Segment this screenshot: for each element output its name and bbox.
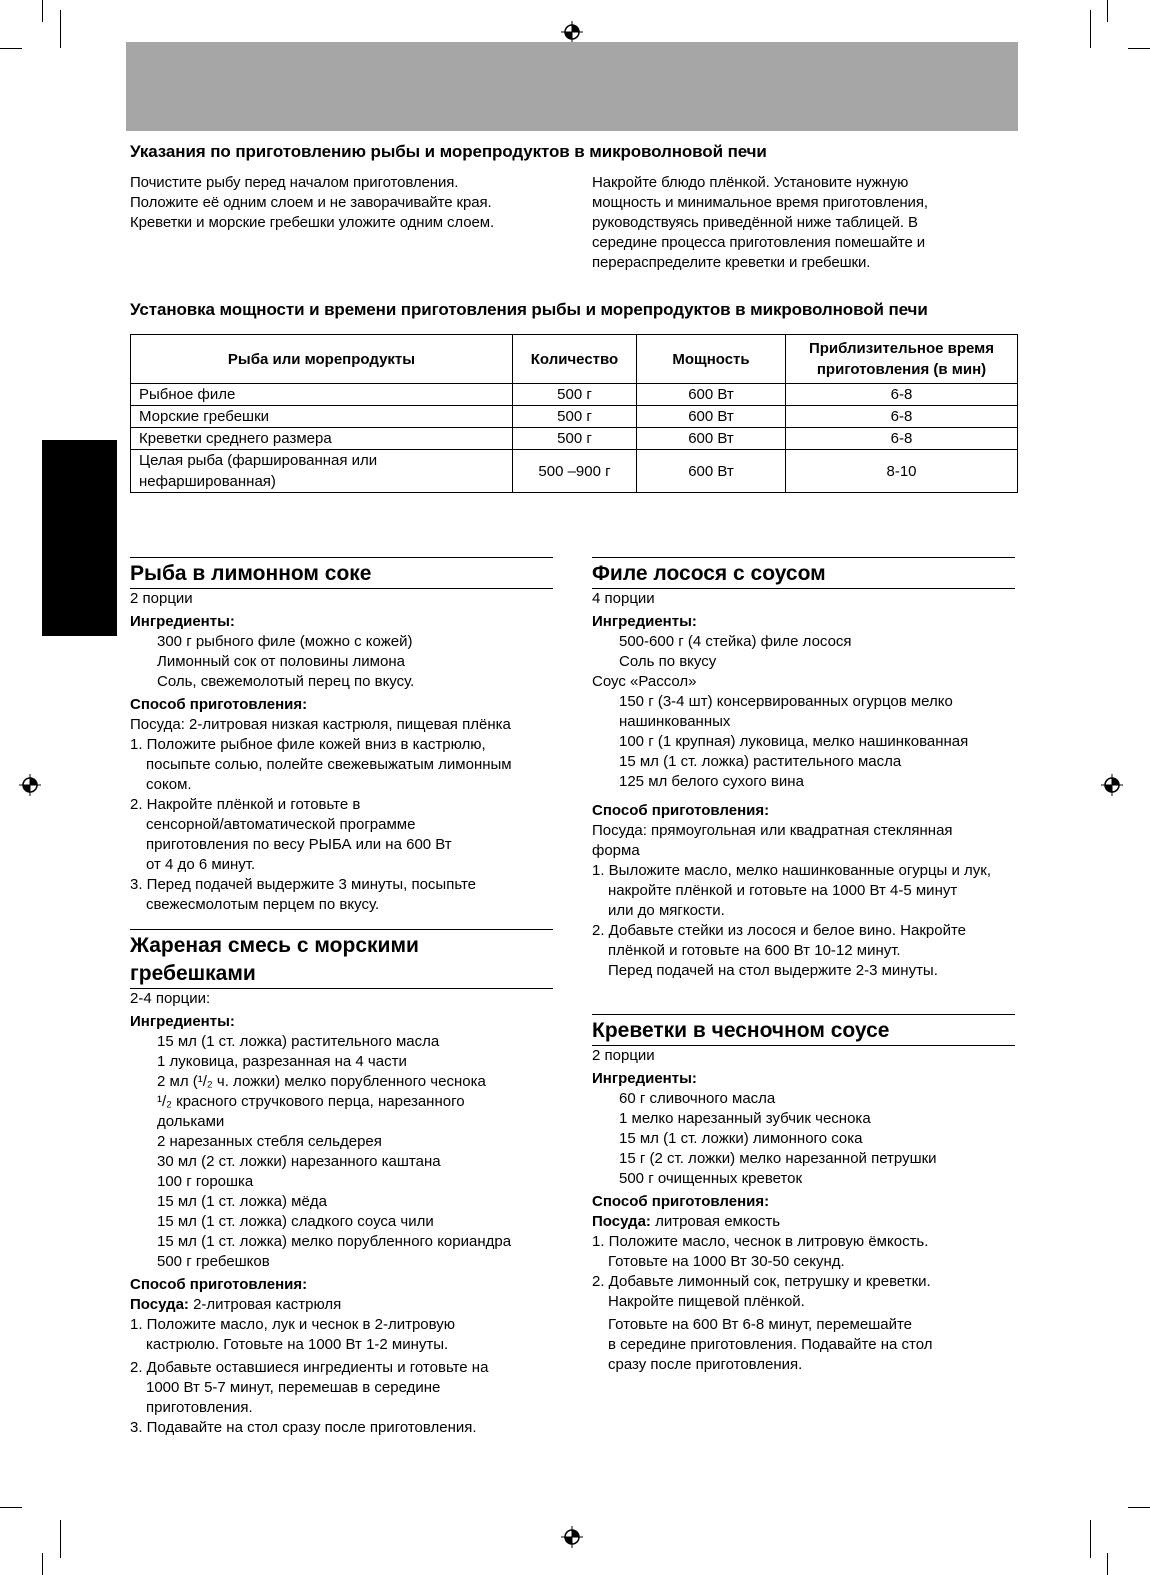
recipe-title: Креветки в чесночном соусе <box>592 1015 1015 1046</box>
text-line: кастрюлю. Готовьте на 1000 Вт 1-2 минуты. <box>146 1336 449 1353</box>
ingredient-line: дольками <box>157 1113 225 1130</box>
text-line: 2. Добавьте лимонный сок, петрушку и креветки. <box>592 1273 931 1290</box>
recipe-salmon-sauce <box>592 557 1015 981</box>
crop-mark <box>60 10 61 48</box>
registration-mark-icon <box>561 21 583 43</box>
text-line: Креветки и морские гребешки уложите одним слоем. <box>130 214 495 231</box>
label-value: 2-литровая кастрюля <box>188 1296 342 1313</box>
text-line: Накройте пищевой плёнкой. <box>608 1293 805 1310</box>
section-heading: Ингредиенты: <box>592 613 697 630</box>
section-heading: Ингредиенты: <box>130 1013 235 1030</box>
table-header-row <box>131 335 1018 384</box>
recipe-body <box>130 989 553 1438</box>
power-cell: 600 Вт <box>637 450 786 493</box>
text-line: приготовления. <box>146 1399 253 1416</box>
item-cell: Креветки среднего размера <box>131 428 513 450</box>
item-cell: Рыбное филе <box>131 384 513 406</box>
guide-left-text <box>130 173 494 233</box>
ingredient-line: 60 г сливочного масла <box>619 1090 776 1107</box>
text-line: 2 порции <box>592 1047 655 1064</box>
ingredient-line: 15 мл (1 ст. ложка) растительного масла <box>619 753 902 770</box>
text-line: Перед подачей на стол выдержите 2-3 минуты. <box>608 962 938 979</box>
text-line: 2. Накройте плёнкой и готовьте в <box>130 796 361 813</box>
text-line: 2-4 порции: <box>130 990 211 1007</box>
item-cell: Целая рыба (фаршированная или нефаршированная) <box>131 450 513 493</box>
section-heading: Способ приготовления: <box>130 1276 308 1293</box>
ingredient-line: 125 мл белого сухого вина <box>619 773 804 790</box>
ingredient-line: 15 мл (1 ст. ложка) сладкого соуса чили <box>157 1213 434 1230</box>
crop-mark <box>60 1520 61 1558</box>
column-header: Рыба или морепродукты <box>131 335 513 384</box>
label-bold: Посуда: <box>130 1296 189 1313</box>
ingredient-line: 1 луковица, разрезанная на 4 части <box>157 1053 407 1070</box>
text-line: 4 порции <box>592 590 655 607</box>
text-line: 2. Добавьте оставшиеся ингредиенты и готовьте на <box>130 1359 489 1376</box>
recipe-title: Рыба в лимонном соке <box>130 558 553 589</box>
column-header: Количество <box>513 335 637 384</box>
section-heading: Ингредиенты: <box>592 1070 697 1087</box>
text-line: Готовьте на 1000 Вт 30-50 секунд. <box>608 1253 845 1270</box>
crop-mark <box>1107 1553 1108 1575</box>
section-heading: Способ приготовления: <box>592 1193 770 1210</box>
text-line: соком. <box>146 776 192 793</box>
ingredient-line: 100 г горошка <box>157 1173 254 1190</box>
text-line: 3. Подавайте на стол сразу после приготовления. <box>130 1419 477 1436</box>
time-cell: 6-8 <box>786 428 1018 450</box>
table-row <box>131 406 1018 428</box>
table-row <box>131 428 1018 450</box>
recipe-title: Филе лосося с соусом <box>592 558 1015 589</box>
quantity-cell: 500 г <box>513 406 637 428</box>
text-line: или до мягкости. <box>608 902 725 919</box>
text-line: мощность и минимальное время приготовления, <box>592 194 928 211</box>
ingredient-line: 1 мелко нарезанный зубчик чеснока <box>619 1110 871 1127</box>
text-line: 1000 Вт 5-7 минут, перемешав в середине <box>146 1379 441 1396</box>
text-line: Положите её одним слоем и не заворачивайте края. <box>130 194 492 211</box>
text-line: 2 порции <box>130 590 193 607</box>
ingredient-line: 500 г очищенных креветок <box>619 1170 803 1187</box>
crop-mark <box>1128 1507 1150 1508</box>
ingredient-line: 500-600 г (4 стейка) филе лосося <box>619 633 852 650</box>
power-cell: 600 Вт <box>637 428 786 450</box>
crop-mark <box>42 1553 43 1575</box>
section-heading: Способ приготовления: <box>592 802 770 819</box>
ingredient-line: 500 г гребешков <box>157 1253 270 1270</box>
text-line: 1. Выложите масло, мелко нашинкованные огурцы и лук, <box>592 862 992 879</box>
text-line: Почистите рыбу перед началом приготовления. <box>130 174 459 191</box>
quantity-cell: 500 г <box>513 384 637 406</box>
label-value: литровая емкость <box>650 1213 781 1230</box>
table-row <box>131 450 1018 493</box>
text-line: руководствуясь приведённой ниже таблицей. В <box>592 214 918 231</box>
power-cell: 600 Вт <box>637 384 786 406</box>
recipe-body <box>592 589 1015 981</box>
text-line: Посуда: 2-литровая низкая кастрюля, пищевая плёнка <box>130 716 511 733</box>
ingredient-line: 15 г (2 ст. ложки) мелко нарезанной петрушки <box>619 1150 937 1167</box>
recipe-garlic-shrimp <box>592 1014 1015 1375</box>
crop-mark <box>42 0 43 22</box>
registration-mark-icon <box>19 774 41 796</box>
text-line: плёнкой и готовьте на 600 Вт 10-12 минут. <box>608 942 901 959</box>
text-line: 3. Перед подачей выдержите 3 минуты, посыпьте <box>130 876 477 893</box>
text-line: форма <box>592 842 640 859</box>
ingredient-line: Лимонный сок от половины лимона <box>157 653 405 670</box>
ingredient-line: 300 г рыбного филе (можно с кожей) <box>157 633 413 650</box>
text-line: Соус «Рассол» <box>592 673 697 690</box>
ingredient-line: нашинкованных <box>619 713 731 730</box>
header-banner <box>126 42 1018 131</box>
recipe-body <box>130 589 553 915</box>
ingredient-line: 15 мл (1 ст. ложка) растительного масла <box>157 1033 440 1050</box>
text-line: посыпьте солью, полейте свежевыжатым лимонным <box>146 756 512 773</box>
power-cell: 600 Вт <box>637 406 786 428</box>
text-line: 2. Добавьте стейки из лосося и белое вино. Накройте <box>592 922 967 939</box>
guide-title: Указания по приготовлению рыбы и морепродуктов в микроволновой печи <box>130 142 767 161</box>
recipe-scallop-stirfry <box>130 929 553 1438</box>
section-heading: Ингредиенты: <box>130 613 235 630</box>
text-line: середине процесса приготовления помешайте и <box>592 234 926 251</box>
crop-mark <box>1090 1520 1091 1558</box>
ingredient-line: 2 нарезанных стебля сельдерея <box>157 1133 382 1150</box>
guide-right-text <box>592 173 928 273</box>
text-line: сенсорной/автоматической программе <box>146 816 416 833</box>
text-line: перераспределите креветки и гребешки. <box>592 254 871 271</box>
crop-mark <box>0 1507 22 1508</box>
crop-mark <box>0 48 22 49</box>
text-line: 1. Положите масло, чеснок в литровую ёмкость. <box>592 1233 929 1250</box>
registration-mark-icon <box>1101 774 1123 796</box>
text-line: 1. Положите масло, лук и чеснок в 2-литровую <box>130 1316 456 1333</box>
text-line: накройте плёнкой и готовьте на 1000 Вт 4-5 минут <box>608 882 958 899</box>
text-line: 1. Положите рыбное филе кожей вниз в кастрюлю, <box>130 736 486 753</box>
table-title: Установка мощности и времени приготовления рыбы и морепродуктов в микроволновой печи <box>130 300 928 319</box>
text-line: Накройте блюдо плёнкой. Установите нужную <box>592 174 909 191</box>
registration-mark-icon <box>561 1526 583 1548</box>
quantity-cell: 500 г <box>513 428 637 450</box>
time-cell: 6-8 <box>786 384 1018 406</box>
time-cell: 8-10 <box>786 450 1018 493</box>
text-line <box>592 1212 1015 1232</box>
table-row <box>131 384 1018 406</box>
quantity-cell: 500 –900 г <box>513 450 637 493</box>
text-line: сразу после приготовления. <box>608 1356 803 1373</box>
text-line: Готовьте на 600 Вт 6-8 минут, перемешайте <box>608 1316 912 1333</box>
ingredient-line: 15 мл (1 ст. ложка) мелко порубленного кориандра <box>157 1233 512 1250</box>
ingredient-line: 30 мл (2 ст. ложки) нарезанного каштана <box>157 1153 441 1170</box>
text-line: в середине приготовления. Подавайте на стол <box>608 1336 933 1353</box>
column-header: Приблизительное время приготовления (в мин) <box>786 335 1018 384</box>
ingredient-line: 100 г (1 крупная) луковица, мелко нашинкованная <box>619 733 969 750</box>
item-cell: Морские гребешки <box>131 406 513 428</box>
section-heading: Способ приготовления: <box>130 696 308 713</box>
ingredient-line: 15 мл (1 ст. ложки) лимонного сока <box>619 1130 863 1147</box>
recipe-body <box>592 1046 1015 1375</box>
cooking-table <box>130 334 1018 493</box>
text-line: Посуда: прямоугольная или квадратная стеклянная <box>592 822 953 839</box>
section-tab <box>42 440 117 636</box>
ingredient-line: Соль по вкусу <box>619 653 717 670</box>
ingredient-line: Соль, свежемолотый перец по вкусу. <box>157 673 415 690</box>
crop-mark <box>1090 10 1091 48</box>
crop-mark <box>1107 0 1108 22</box>
recipe-title-text: Жареная смесь с морскими гребешками <box>130 934 419 985</box>
text-line: от 4 до 6 минут. <box>146 856 256 873</box>
ingredient-line: 2 мл (¹/₂ ч. ложки) мелко порубленного чеснока <box>157 1073 486 1090</box>
text-line <box>130 1295 553 1315</box>
crop-mark <box>1128 48 1150 49</box>
ingredient-line: 15 мл (1 ст. ложка) мёда <box>157 1193 327 1210</box>
recipe-fish-lemon <box>130 557 553 915</box>
time-cell: 6-8 <box>786 406 1018 428</box>
ingredient-line: 150 г (3-4 шт) консервированных огурцов мелко <box>619 693 953 710</box>
ingredient-line: ¹/₂ красного стручкового перца, нарезанного <box>157 1093 465 1110</box>
label-bold: Посуда: <box>592 1213 651 1230</box>
text-line: свежесмолотым перцем по вкусу. <box>146 896 380 913</box>
recipe-title <box>130 930 553 989</box>
text-line: приготовления по весу РЫБА или на 600 Вт <box>146 836 452 853</box>
column-header: Мощность <box>637 335 786 384</box>
